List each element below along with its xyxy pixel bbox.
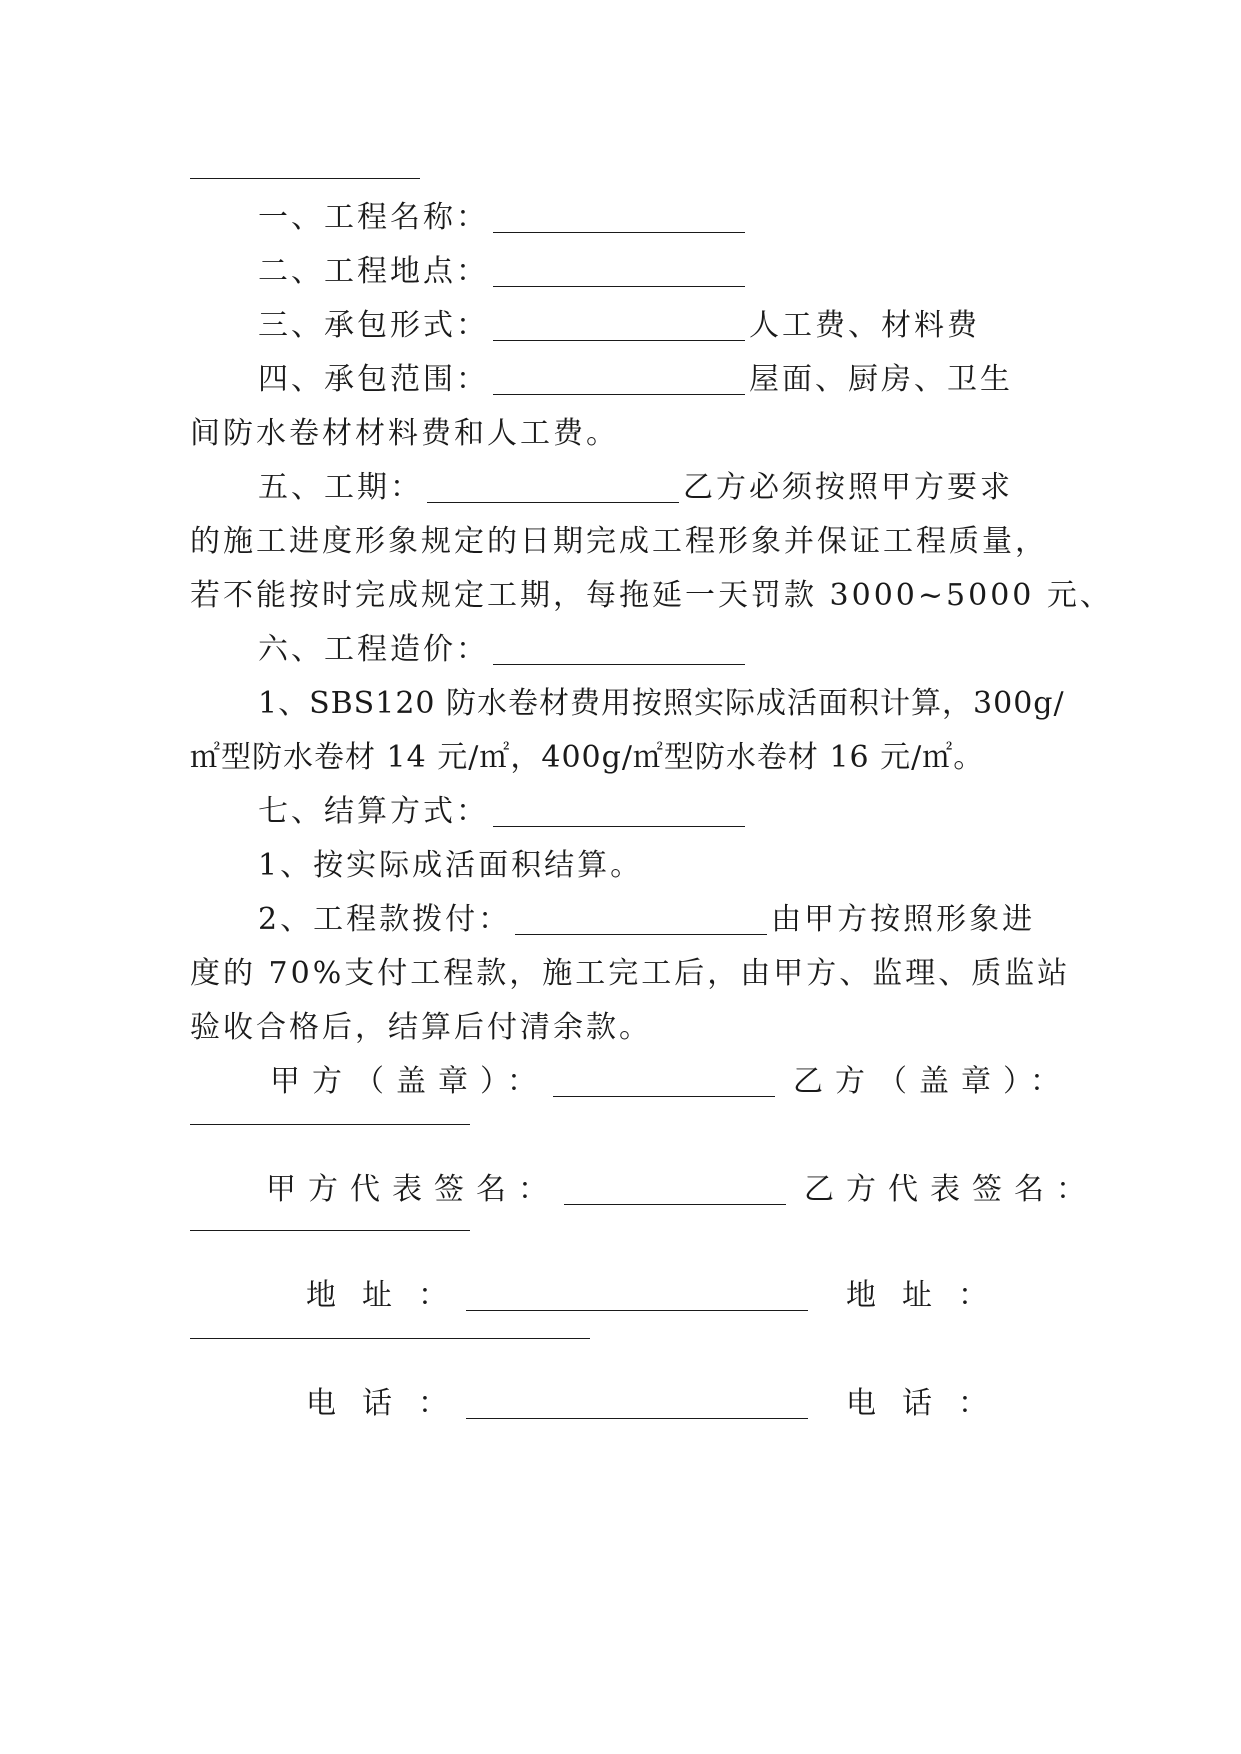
settlement-row [258, 790, 1138, 834]
duration-line3: 若不能按时完成规定工期，每拖延一天罚款 3000~5000 元、 [190, 578, 1113, 613]
cost-item1-line1: 1、SBS120 防水卷材费用按照实际成活面积计算，300g/ [258, 686, 1065, 721]
duration-blank[interactable] [427, 474, 679, 503]
top-blank-line[interactable] [190, 178, 420, 179]
contract-scope-label: 四、承包范围： [258, 362, 489, 397]
project-name-row [258, 196, 1138, 240]
contract-scope-suffix: 屋面、厨房、卫生 [749, 362, 1013, 397]
contract-scope-row [258, 358, 1138, 402]
contract-form-label: 三、承包形式： [258, 308, 489, 343]
party-a-address-label: 地址： [306, 1278, 474, 1313]
contract-scope-blank[interactable] [493, 366, 745, 395]
party-b-address-label: 地址： [846, 1278, 1014, 1313]
party-b-rep-label: 乙方代表签名： [804, 1172, 1098, 1207]
party-b-rep-blank[interactable] [190, 1230, 470, 1231]
party-a-seal-label: 甲方（盖章）： [270, 1064, 549, 1099]
project-cost-blank[interactable] [493, 636, 745, 665]
party-b-seal-blank[interactable] [190, 1124, 470, 1125]
party-a-rep-blank[interactable] [564, 1176, 786, 1205]
settlement-item2-line3: 验收合格后，结算后付清余款。 [190, 1010, 652, 1045]
project-location-row [258, 250, 1138, 294]
party-b-phone-label: 电话： [846, 1386, 1014, 1421]
party-a-phone-label: 电话： [306, 1386, 474, 1421]
duration-suffix: 乙方必须按照甲方要求 [683, 470, 1013, 505]
project-name-label: 一、工程名称： [258, 200, 489, 235]
contract-scope-line2: 间防水卷材材料费和人工费。 [190, 416, 619, 451]
project-cost-label: 六、工程造价： [258, 632, 489, 667]
settlement-item2-line2: 度的 70%支付工程款，施工完工后，由甲方、监理、质监站 [190, 956, 1071, 991]
party-a-rep-row [266, 1168, 1146, 1212]
settlement-blank[interactable] [493, 798, 745, 827]
party-a-seal-row [270, 1060, 1150, 1104]
phone-row [306, 1382, 1186, 1426]
settlement-item2-suffix: 由甲方按照形象进 [771, 902, 1036, 937]
party-a-seal-blank[interactable] [553, 1068, 775, 1097]
settlement-item2-row [258, 898, 1138, 942]
cost-item1-line2: ㎡型防水卷材 14 元/㎡，400g/㎡型防水卷材 16 元/㎡。 [190, 740, 985, 775]
address-row [306, 1274, 1186, 1318]
contract-form-suffix: 人工费、材料费 [749, 308, 980, 343]
party-a-address-blank[interactable] [466, 1282, 808, 1311]
party-a-phone-blank[interactable] [466, 1390, 808, 1419]
contract-form-blank[interactable] [493, 312, 745, 341]
project-cost-row [258, 628, 1138, 672]
project-location-blank[interactable] [493, 258, 745, 287]
settlement-item1: 1、按实际成活面积结算。 [258, 848, 644, 883]
party-a-rep-label: 甲方代表签名： [266, 1172, 560, 1207]
payment-blank[interactable] [515, 906, 767, 935]
duration-label: 五、工期： [258, 470, 423, 505]
settlement-item2-label: 2、工程款拨付： [258, 902, 512, 937]
duration-line2: 的施工进度形象规定的日期完成工程形象并保证工程质量， [190, 524, 1048, 559]
settlement-label: 七、结算方式： [258, 794, 489, 829]
party-b-seal-label: 乙方（盖章）： [793, 1064, 1072, 1099]
project-location-label: 二、工程地点： [258, 254, 489, 289]
project-name-blank[interactable] [493, 204, 745, 233]
contract-form-row [258, 304, 1138, 348]
party-b-address-blank[interactable] [190, 1338, 590, 1339]
duration-row [258, 466, 1138, 510]
